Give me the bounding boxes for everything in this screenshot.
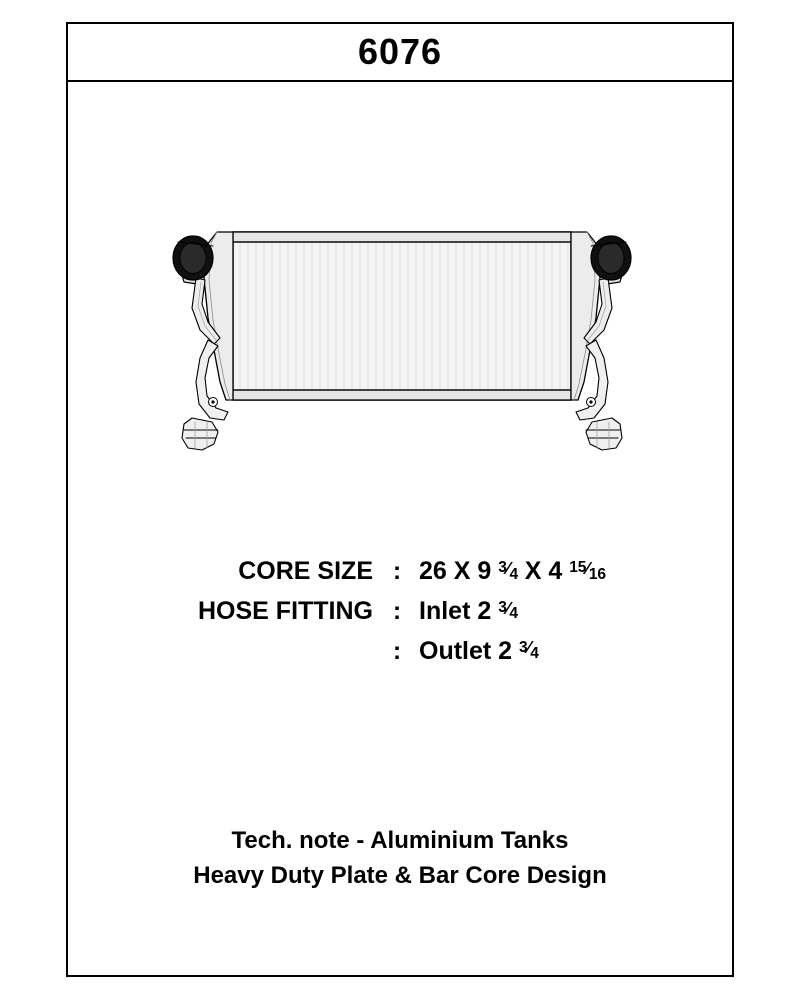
- spec-colon-core-size: :: [392, 557, 402, 585]
- inlet-fraction: [498, 597, 518, 623]
- tech-note-line-2: Heavy Duty Plate & Bar Core Design: [193, 861, 607, 889]
- outlet-prefix: Outlet 2: [419, 636, 520, 665]
- outlet-frac-denominator: 4: [530, 645, 539, 663]
- core-size-fraction-2: [569, 557, 606, 583]
- core-block: [233, 232, 571, 400]
- spec-colon-inlet: :: [392, 596, 402, 625]
- spec-row-hose-fitting-outlet: [68, 632, 732, 672]
- spec-colon-outlet: :: [392, 636, 402, 665]
- core-size-frac2-denominator: 16: [588, 565, 606, 583]
- core-size-mid: X 4: [517, 557, 570, 585]
- intercooler-assembly-drawing: [68, 82, 736, 562]
- drawing-area: [68, 82, 732, 562]
- spec-row-core-size: [68, 552, 732, 592]
- spec-row-hose-fitting-inlet: [68, 592, 732, 632]
- fraction-slash: ⁄: [527, 637, 531, 658]
- fraction-slash: ⁄: [506, 597, 510, 618]
- title-block: [68, 24, 732, 82]
- drawing-sheet: [66, 22, 734, 977]
- part-number-title: 6076: [357, 31, 443, 72]
- core-size-frac1-numerator: 3: [498, 559, 507, 577]
- specifications-list: [68, 552, 732, 671]
- left-end-tank: [173, 232, 233, 450]
- outlet-fraction: [519, 637, 539, 663]
- fraction-slash: ⁄: [506, 557, 510, 578]
- core-size-frac1-denominator: 4: [509, 565, 518, 583]
- tech-note-line-1: Tech. note - Aluminium Tanks: [231, 827, 569, 854]
- core-size-frac2-numerator: 15: [569, 559, 587, 577]
- right-end-tank: [571, 232, 631, 450]
- inlet-prefix: Inlet 2: [419, 596, 499, 625]
- inlet-frac-denominator: 4: [509, 605, 518, 623]
- outlet-frac-numerator: 3: [519, 638, 528, 656]
- inlet-frac-numerator: 3: [498, 598, 507, 616]
- fraction-slash: ⁄: [586, 557, 589, 578]
- spec-value-core-size: [407, 555, 606, 589]
- tech-note-block: [68, 824, 732, 894]
- core-size-prefix: 26 X 9: [419, 557, 499, 585]
- spec-label-hose-fitting: HOSE FITTING: [198, 596, 373, 625]
- spec-label-core-size: CORE SIZE: [238, 557, 373, 585]
- core-size-fraction-1: [498, 557, 518, 583]
- spec-value-outlet: [407, 635, 539, 669]
- spec-value-inlet: [407, 595, 518, 629]
